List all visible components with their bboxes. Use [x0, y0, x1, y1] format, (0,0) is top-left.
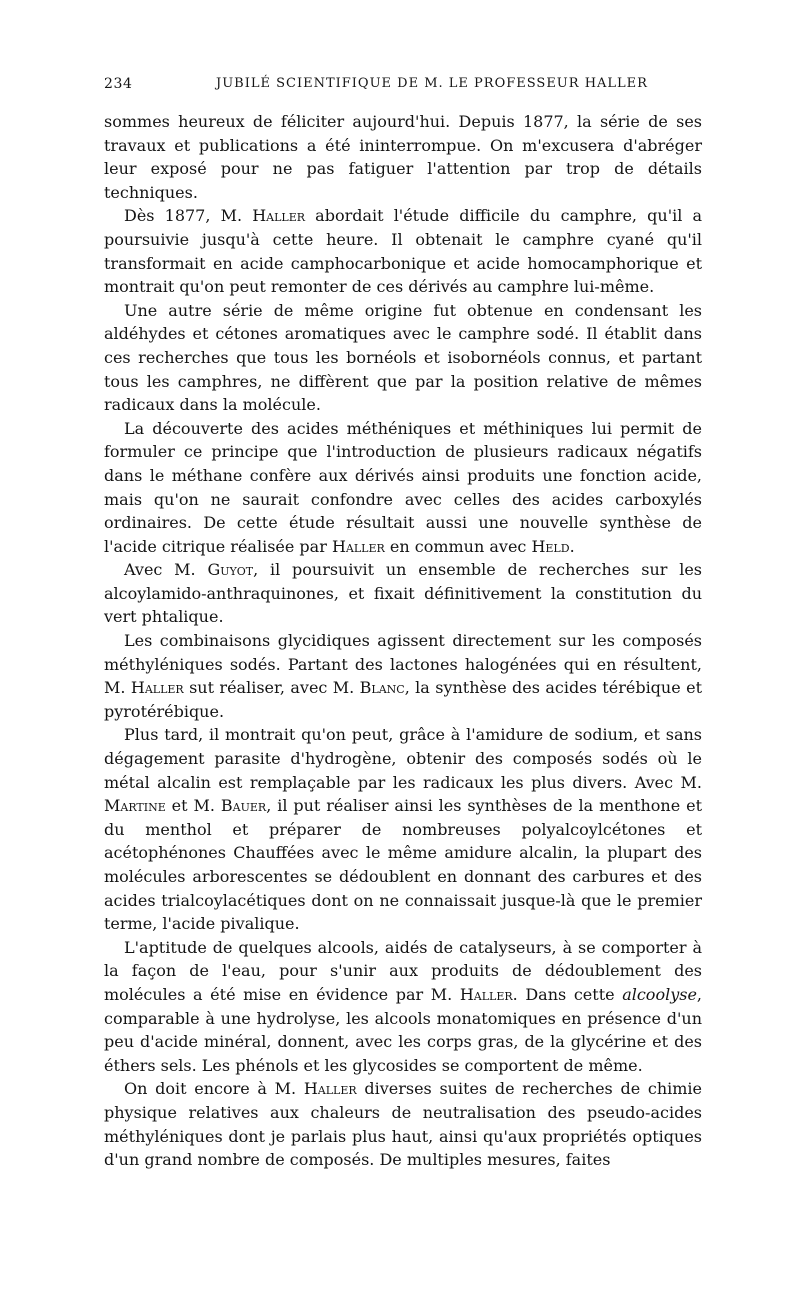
text-run: sut réaliser, avec M.: [183, 678, 360, 698]
paragraph: [104, 299, 702, 417]
running-header: [104, 76, 702, 100]
text-run: , la synthèse des acides térébique et pyrotérébique.: [104, 678, 702, 721]
paragraph: [104, 629, 702, 723]
text-run: en commun avec: [384, 536, 532, 556]
author-name: Blanc: [359, 678, 405, 698]
paragraph: [104, 1077, 702, 1171]
text-run: , il poursuivit un ensemble de recherches sur les alcoylamido-anthraquinones, et fixait définitivement la constitution du vert phtalique.: [104, 560, 703, 627]
body-text: [104, 110, 702, 1172]
paragraph: [104, 204, 702, 298]
text-run: Une autre série de même origine fut obtenue en condensant les aldéhydes et cétones aromatiques avec le camphre sodé. Il établit dans ces recherches que tous les bornéols et isobornéols connus, et partant tous les camphres, ne diffèrent que par la position relative de mêmes radicaux dans la molécule.: [104, 300, 702, 415]
text-run: Avec M.: [124, 560, 208, 580]
paragraph: [104, 936, 702, 1078]
text-run: Les combinaisons glycidiques agissent directement sur les composés méthyléniques sodés. Partant des lactones halogénées qui en résultent, M.: [104, 631, 702, 698]
author-name: Haller: [252, 206, 306, 226]
text-run: L'aptitude de quelques alcools, aidés de catalyseurs, à se comporter à la façon de l'eau, pour s'unir aux produits de dédoublement des molécules a été mise en évidence par M.: [104, 937, 702, 1004]
author-name: Haller: [459, 984, 513, 1004]
author-name: Guyot: [207, 560, 254, 580]
author-name: Haller: [130, 678, 184, 698]
text-run: Dès 1877, M.: [124, 206, 253, 226]
author-name: Haller: [303, 1079, 357, 1099]
author-name: Bauer: [220, 796, 267, 816]
text-run: , comparable à une hydrolyse, les alcools monatomiques en présence d'un peu d'acide minéral, donnent, avec les corps gras, de la glycérine et des éthers sels. Les phénols et les glycosides se comportent de même.: [104, 984, 702, 1075]
text-run: et M.: [165, 796, 221, 816]
paragraph: [104, 558, 702, 629]
italic-term: alcoolyse: [622, 984, 697, 1004]
paragraph: [104, 723, 702, 935]
text-run: abordait l'étude difficile du camphre, qu'il a poursuivie jusqu'à cette heure. Il obtenait le camphre cyané qu'il transformait en acide camphocarbonique et acide homocamphorique et montrait qu'on peut remonter de ces dérivés au camphre lui-même.: [104, 206, 702, 297]
author-name: Haller: [331, 536, 385, 556]
running-title: JUBILÉ SCIENTIFIQUE DE M. LE PROFESSEUR HALLER: [216, 76, 648, 91]
text-run: . Dans cette: [512, 984, 623, 1004]
text-run: sommes heureux de féliciter aujourd'hui. Depuis 1877, la série de ses travaux et publications a été ininterrompue. On m'excusera d'abréger leur exposé pour ne pas fatiguer l'attention par trop de détails techniques.: [104, 112, 702, 202]
paragraph: [104, 110, 702, 204]
text-run: La découverte des acides méthéniques et méthiniques lui permit de formuler ce principe que l'introduction de plusieurs radicaux négatifs dans le méthane confère aux dérivés ainsi produits une fonction acide, mais qu'on ne saurait confondre avec celles des acides carboxylés ordinaires. De cette étude résultait aussi une nouvelle synthèse de l'acide citrique réalisée par: [104, 418, 702, 556]
text-run: diverses suites de recherches de chimie physique relatives aux chaleurs de neutralisation des pseudo-acides méthyléniques dont je parlais plus haut, ainsi qu'aux propriétés optiques d'un grand nombre de composés. De multiples mesures, faites: [104, 1079, 703, 1170]
text-run: .: [569, 536, 575, 556]
text-run: Plus tard, il montrait qu'on peut, grâce à l'amidure de sodium, et sans dégagement parasite d'hydrogène, obtenir des composés sodés où le métal alcalin est remplaçable par les radicaux les plus divers. Avec M.: [104, 725, 702, 792]
page-number: 234: [104, 76, 133, 92]
author-name: Martine: [104, 796, 166, 816]
text-run: , il put réaliser ainsi les synthèses de la menthone et du menthol et préparer de nombreuses polyalcoylcétones et acétophénones Chauffées avec le même amidure alcalin, la plupart des molécules arborescentes se dédoublent en donnant des carbures et des acides trialcoylacétiques dont on ne connaissait jusque-là que le premier terme, l'acide pivalique.: [104, 796, 703, 934]
text-run: On doit encore à M.: [124, 1079, 304, 1099]
paragraph: [104, 417, 702, 559]
author-name: Held: [531, 536, 570, 556]
